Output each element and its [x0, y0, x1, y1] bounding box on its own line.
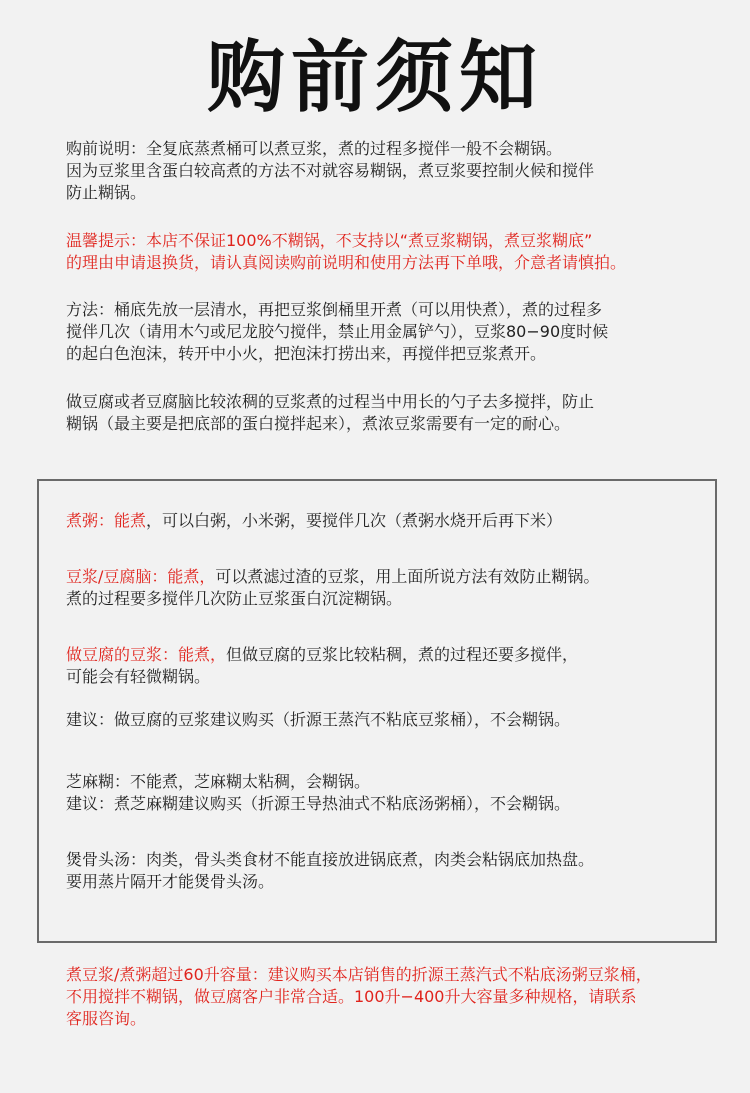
sesame-line: 建议：煮芝麻糊建议购买（折源王导热油式不粘底汤粥桶），不会糊锅。: [66, 794, 571, 813]
tofu-item: [66, 644, 696, 688]
warning-line: 温馨提示：本店不保证100%不糊锅，不支持以“煮豆浆糊锅，煮豆浆糊底”: [66, 231, 593, 250]
method-line: 方法：桶底先放一层清水，再把豆浆倒桶里开煮（可以用快煮），煮的过程多: [66, 300, 603, 319]
footer-line: 客服咨询。: [66, 1009, 147, 1028]
soymilk-item: [66, 566, 696, 610]
intro-paragraph: [66, 138, 706, 204]
intro-line: 购前说明：全复底蒸煮桶可以煮豆浆，煮的过程多搅伴一般不会糊锅。: [66, 139, 563, 158]
warning-paragraph: [66, 230, 706, 274]
method-line: 的起白色泡沫，转开中小火，把泡沫打捞出来，再搅伴把豆浆煮开。: [66, 344, 547, 363]
porridge-item: [66, 510, 696, 532]
footer-line: 煮豆浆/煮粥超过60升容量：建议购买本店销售的折源王蒸汽式不粘底汤粥豆浆桶，: [66, 965, 652, 984]
tofu-note-paragraph: [66, 391, 706, 435]
tofu-note-line: 做豆腐或者豆腐脑比较浓稠的豆浆煮的过程当中用长的勺子去多搅拌，防止: [66, 392, 595, 411]
tofu-advice: 建议：做豆腐的豆浆建议购买（折源王蒸汽不粘底豆浆桶），不会糊锅。: [66, 710, 571, 729]
bone-soup-line: 煲骨头汤：肉类，骨头类食材不能直接放进锅底煮，肉类会粘锅底加热盘。: [66, 850, 595, 869]
intro-line: 因为豆浆里含蛋白较高煮的方法不对就容易糊锅，煮豆浆要控制火候和搅伴: [66, 161, 595, 180]
porridge-label: 煮粥：能煮: [66, 511, 147, 530]
sesame-item: [66, 771, 696, 815]
tofu-note-line: 糊锅（最主要是把底部的蛋白搅拌起来），煮浓豆浆需要有一定的耐心。: [66, 414, 571, 433]
footer-line: 不用搅拌不糊锅，做豆腐客户非常合适。100升−400升大容量多种规格，请联系: [66, 987, 637, 1006]
intro-line: 防止糊锅。: [66, 183, 147, 202]
soymilk-line: 煮的过程要多搅伴几次防止豆浆蛋白沉淀糊锅。: [66, 589, 403, 608]
porridge-text: ，可以白粥，小米粥，要搅伴几次（煮粥水烧开后再下米）: [146, 511, 563, 530]
bone-soup-line: 要用蒸片隔开才能煲骨头汤。: [66, 872, 275, 891]
soymilk-label: 豆浆/豆腐脑：能煮，: [66, 567, 216, 586]
bone-soup-item: [66, 849, 696, 893]
sesame-line: 芝麻糊：不能煮，芝麻糊太粘稠，会糊锅。: [66, 772, 371, 791]
tofu-text: 但做豆腐的豆浆比较粘稠，煮的过程还要多搅伴，: [226, 645, 579, 664]
usage-box: [37, 479, 717, 943]
method-line: 搅伴几次（请用木勺或尼龙胶勺搅伴，禁止用金属铲勺），豆浆80−90度时候: [66, 322, 609, 341]
footer-paragraph: [66, 964, 706, 1030]
page-title: 购前须知: [206, 33, 543, 123]
warning-line: 的理由申请退换货，请认真阅读购前说明和使用方法再下单哦，介意者请慎拍。: [66, 253, 627, 272]
tofu-label: 做豆腐的豆浆：能煮，: [66, 645, 227, 664]
soymilk-text: 可以煮滤过渣的豆浆，用上面所说方法有效防止糊锅。: [215, 567, 600, 586]
method-paragraph: [66, 299, 706, 365]
tofu-line: 可能会有轻微糊锅。: [66, 667, 211, 686]
